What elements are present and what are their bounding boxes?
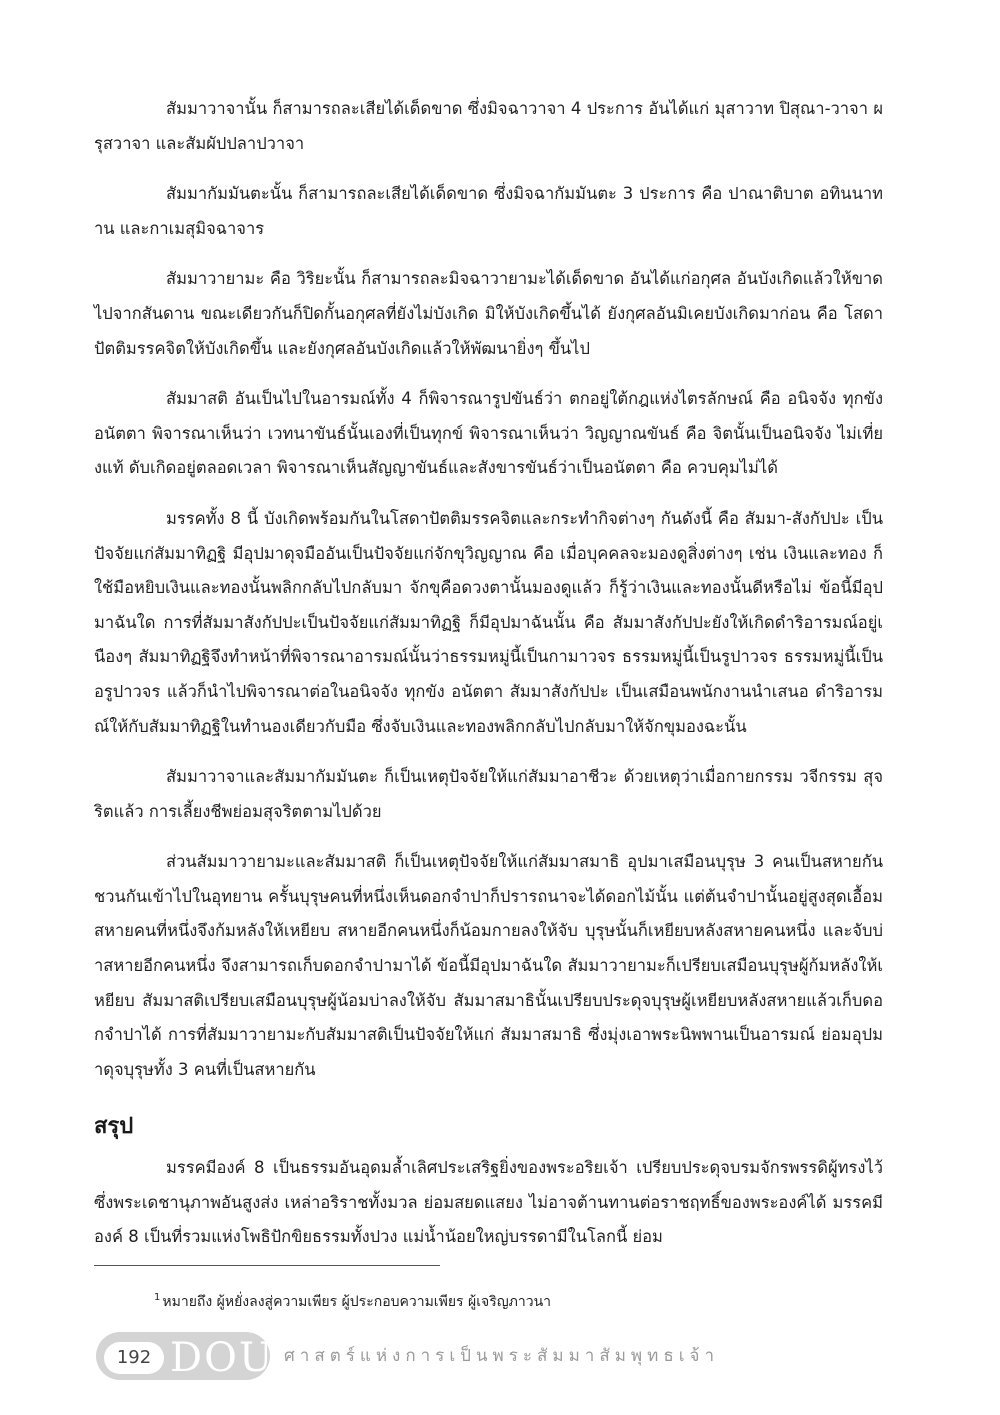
page-footer [96, 1330, 746, 1382]
summary-heading: สรุป [94, 1114, 134, 1139]
footnote-divider [94, 1265, 440, 1266]
dou-logo: DOU [170, 1335, 275, 1381]
paragraph-samma-kammanta: สัมมากัมมันตะนั้น ก็สามารถละเสียได้เด็ดขาด ซึ่งมิจฉากัมมันตะ 3 ประการ คือ ปาณาติบาต อทินนาทาน และกาเมสุมิจฉาจาร [94, 184, 883, 238]
paragraph-samma-ajiva: สัมมาวาจาและสัมมากัมมันตะ ก็เป็นเหตุปัจจัยให้แก่สัมมาอาชีวะ ด้วยเหตุว่าเมื่อกายกรรม วจีกรรม สุจริตแล้ว การเลี้ยงชีพย่อมสุจริตตามไปด้วย [94, 767, 883, 821]
paragraph-eight-paths: มรรคทั้ง 8 นี้ บังเกิดพร้อมกันในโสดาปัตติมรรคจิตและกระทำกิจต่างๆ กันดังนี้ คือ สัมมา-สังกัปปะ เป็นปัจจัยแก่สัมมาทิฏฐิ มีอุปมาดุจมืออันเป็นปัจจัยแก่จักขุวิญญาณ คือ เมื่อบุคคลจะมองดูสิ่งต่างๆ เช่น เงินและทอง ก็ใช้มือหยิบเงินและทองนั้นพลิกกลับไปกลับมา จักขุคือดวงตานั้นมองดูแล้ว ก็รู้ว่าเงินและทองนั้นดีหรือไม่ ข้อนี้มีอุปมาฉันใด การที่สัมมาสังกัปปะเป็นปัจจัยแก่สัมมาทิฏฐิ ก็มีอุปมาฉันนั้น คือ สัมมาสังกัปปะยังให้เกิดดำริอารมณ์อยู่เนืองๆ สัมมาทิฏฐิจึงทำหน้าที่พิจารณาอารมณ์นั้นว่าธรรมหมู่นี้เป็นกามาวจร ธรรมหมู่นี้เป็นรูปาวจร ธรรมหมู่นี้เป็นอรูปาวจร แล้วก็นำไปพิจารณาต่อในอนิจจัง ทุกขัง อนัตตา สัมมาสังกัปปะ เป็นเสมือนพนักงานนำเสนอ ดำริอารมณ์ให้กับสัมมาทิฏฐิในทำนองเดียวกับมือ ซึ่งจับเงินและทองพลิกกลับไปกลับมาให้จักขุมองฉะนั้น [94, 508, 883, 736]
summary-paragraph: มรรคมีองค์ 8 เป็นธรรมอันอุดมล้ำเลิศประเสริฐยิ่งของพระอริยเจ้า เปรียบประดุจบรมจักรพรรดิผู้ทรงไว้ซึ่งพระเดชานุภาพอันสูงส่ง เหล่าอริราชทั้งมวล ย่อมสยดแสยง ไม่อาจต้านทานต่อราชฤทธิ์ของพระองค์ได้ มรรคมีองค์ 8 เป็นที่รวมแห่งโพธิปักขิยธรรมทั้งปวง แม่น้ำน้อยใหญ่บรรดามีในโลกนี้ ย่อม [94, 1158, 883, 1247]
paragraph-samma-vayama: สัมมาวายามะ คือ วิริยะนั้น ก็สามารถละมิจฉาวายามะได้เด็ดขาด อันได้แก่อกุศล อันบังเกิดแล้วให้ขาดไปจากสันดาน ขณะเดียวกันก็ปิดกั้นอกุศลที่ยังไม่บังเกิด มิให้บังเกิดขึ้นได้ ยังกุศลอันมิเคยบังเกิดมาก่อน คือ โสดาปัตติมรรคจิตให้บังเกิดขึ้น และยังกุศลอันบังเกิดแล้วให้พัฒนายิ่งๆ ขึ้นไป [94, 269, 883, 358]
footnote-marker: 1 [154, 1292, 161, 1303]
body-text [94, 92, 883, 1103]
paragraph-samma-samadhi: ส่วนสัมมาวายามะและสัมมาสติ ก็เป็นเหตุปัจจัยให้แก่สัมมาสมาธิ อุปมาเสมือนบุรุษ 3 คนเป็นสหายกัน ชวนกันเข้าไปในอุทยาน ครั้นบุรุษคนที่หนึ่งเห็นดอกจำปาก็ปรารถนาจะได้ดอกไม้นั้น แต่ต้นจำปานั้นอยู่สูงสุดเอื้อม สหายคนที่หนึ่งจึงก้มหลังให้เหยียบ สหายอีกคนหนึ่งก็น้อมกายลงให้จับ บุรุษนั้นก็เหยียบหลังสหายคนหนึ่ง และจับบ่าสหายอีกคนหนึ่ง จึงสามารถเก็บดอกจำปามาได้ ข้อนี้มีอุปมาฉันใด สัมมาวายามะก็เปรียบเสมือนบุรุษผู้ก้มหลังให้เหยียบ สัมมาสติเปรียบเสมือนบุรุษผู้น้อมบ่าลงให้จับ สัมมาสมาธินั้นเปรียบประดุจบุรุษผู้เหยียบหลังสหายแล้วเก็บดอกจำปาได้ การที่สัมมาวายามะกับสัมมาสติเป็นปัจจัยให้แก่ สัมมาสมาธิ ซึ่งมุ่งเอาพระนิพพานเป็นอารมณ์ ย่อมอุปมาดุจบุรุษทั้ง 3 คนที่เป็นสหายกัน [94, 852, 883, 1079]
footnote [154, 1291, 551, 1313]
page-number: 192 [104, 1342, 164, 1374]
footer-badge [96, 1332, 275, 1381]
footnote-text: หมายถึง ผู้หยั่งลงสู่ความเพียร ผู้ประกอบความเพียร ผู้เจริญภาวนา [162, 1294, 552, 1310]
summary-section [94, 1151, 883, 1271]
paragraph-samma-sati: สัมมาสติ อันเป็นไปในอารมณ์ทั้ง 4 ก็พิจารณารูปขันธ์ว่า ตกอยู่ใต้กฎแห่งไตรลักษณ์ คือ อนิจจัง ทุกขัง อนัตตา พิจารณาเห็นว่า เวทนาขันธ์นั้นเองที่เป็นทุกข์ พิจารณาเห็นว่า วิญญาณขันธ์ คือ จิตนั้นเป็นอนิจจัง ไม่เที่ยงแท้ ดับเกิดอยู่ตลอดเวลา พิจารณาเห็นสัญญาขันธ์และสังขารขันธ์ว่าเป็นอนัตตา คือ ควบคุมไม่ได้ [94, 389, 883, 478]
book-title: ศาสตร์แห่งการเป็นพระสัมมาสัมพุทธเจ้า [284, 1346, 720, 1366]
paragraph-samma-vaca: สัมมาวาจานั้น ก็สามารถละเสียได้เด็ดขาด ซึ่งมิจฉาวาจา 4 ประการ อันได้แก่ มุสาวาท ปิสุณา-วาจา ผรุสวาจา และสัมผัปปลาปวาจา [94, 99, 883, 153]
